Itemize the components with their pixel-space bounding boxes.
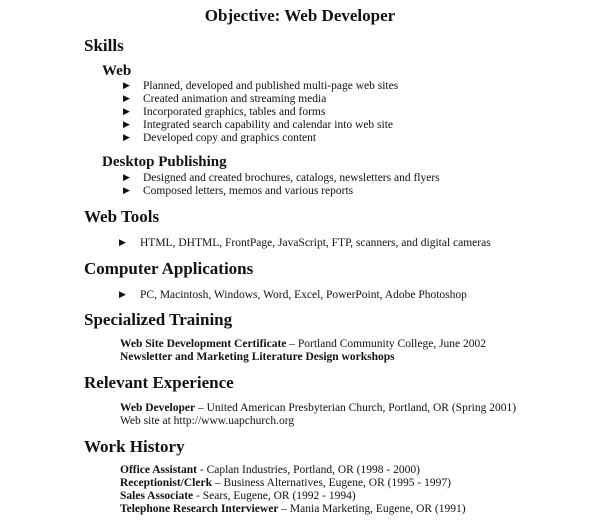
training-line <box>120 337 486 351</box>
bullet-icon: ▶ <box>123 132 130 142</box>
training-title: Web Site Development Certificate <box>120 338 287 350</box>
list-item <box>123 171 440 185</box>
bullet-icon: ▶ <box>123 106 130 116</box>
objective-heading: Objective: Web Developer <box>204 6 396 25</box>
list-item-text: Developed copy and graphics content <box>143 132 317 144</box>
experience-line <box>120 401 516 415</box>
job-title: Receptionist/Clerk <box>120 477 212 489</box>
job-detail: – Business Alternatives, Eugene, OR (1995 - 1997) <box>211 477 451 489</box>
list-item <box>119 288 467 302</box>
computer-applications-heading: Computer Applications <box>84 259 254 278</box>
list-item <box>123 79 398 93</box>
list-item <box>123 105 325 119</box>
training-title: Newsletter and Marketing Literature Design workshops <box>120 351 395 363</box>
list-item-text: Planned, developed and published multi-page web sites <box>143 80 399 92</box>
web-tools-heading: Web Tools <box>84 207 160 226</box>
list-item-text: Composed letters, memos and various reports <box>143 185 354 197</box>
training-detail: – Portland Community College, June 2002 <box>286 338 487 350</box>
bullet-icon: ▶ <box>123 93 130 103</box>
list-item <box>123 184 353 198</box>
experience-website: Web site at http://www.uapchurch.org <box>120 415 295 427</box>
table-row <box>120 463 420 477</box>
list-item-text: Created animation and streaming media <box>143 93 327 105</box>
list-item-text: Incorporated graphics, tables and forms <box>143 106 326 118</box>
work-history-heading: Work History <box>84 437 185 456</box>
table-row <box>120 489 356 503</box>
bullet-icon: ▶ <box>123 80 130 90</box>
desktop-publishing-subheading: Desktop Publishing <box>102 154 227 170</box>
training-line <box>120 350 395 364</box>
experience-title: Web Developer <box>120 402 196 414</box>
job-detail: - Sears, Eugene, OR (1992 - 1994) <box>193 490 356 502</box>
job-title: Sales Associate <box>120 490 194 502</box>
bullet-icon: ▶ <box>123 172 130 182</box>
table-row <box>120 476 451 490</box>
list-item <box>123 131 316 145</box>
list-item-text: PC, Macintosh, Windows, Word, Excel, PowerPoint, Adobe Photoshop <box>140 289 467 301</box>
list-item <box>123 118 393 132</box>
job-title: Telephone Research Interviewer <box>120 503 279 515</box>
job-detail: – Mania Marketing, Eugene, OR (1991) <box>278 503 466 515</box>
bullet-icon: ▶ <box>119 289 126 299</box>
list-item <box>119 236 491 250</box>
list-item-text: HTML, DHTML, FrontPage, JavaScript, FTP, scanners, and digital cameras <box>140 237 491 249</box>
relevant-experience-heading: Relevant Experience <box>84 373 234 392</box>
specialized-training-heading: Specialized Training <box>84 310 233 329</box>
bullet-icon: ▶ <box>123 119 130 129</box>
list-item-text: Integrated search capability and calendar into web site <box>143 119 394 131</box>
web-subheading: Web <box>102 63 132 79</box>
list-item <box>123 92 326 106</box>
table-row <box>120 502 466 516</box>
list-item-text: Designed and created brochures, catalogs, newsletters and flyers <box>143 172 440 184</box>
bullet-icon: ▶ <box>119 237 126 247</box>
skills-heading: Skills <box>84 36 124 55</box>
experience-detail: – United American Presbyterian Church, Portland, OR (Spring 2001) <box>195 402 517 414</box>
bullet-icon: ▶ <box>123 185 130 195</box>
job-title: Office Assistant <box>120 464 197 476</box>
job-detail: - Caplan Industries, Portland, OR (1998 - 2000) <box>196 464 420 476</box>
